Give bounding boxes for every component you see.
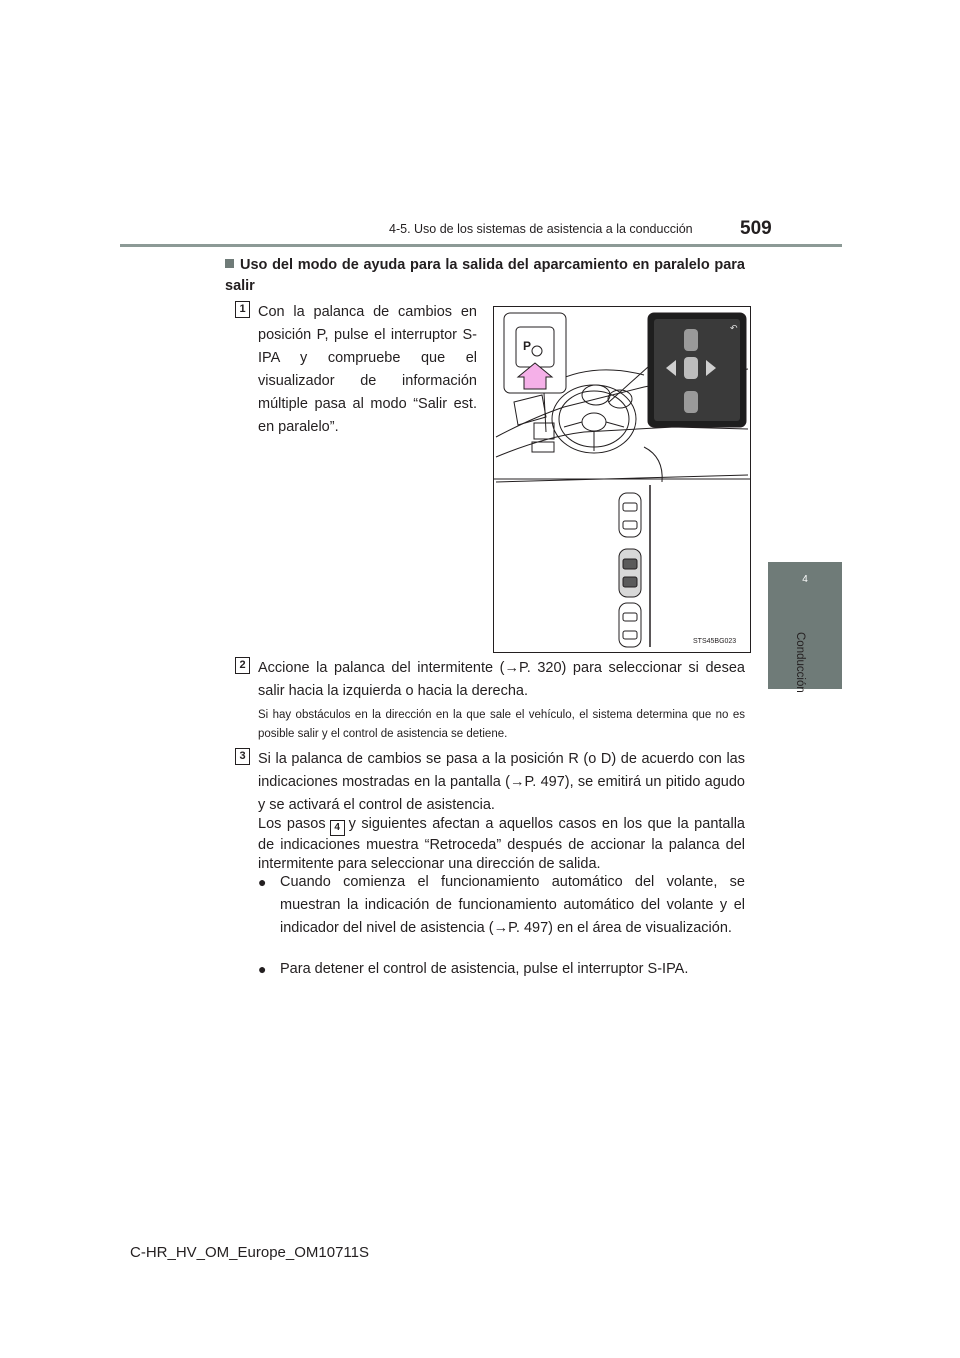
step-3-text: Si la palanca de cambios se pasa a la posición R (o D) de acuerdo con las indicaciones mostradas en la pantalla (→P. 497), se emitirá un pitido agudo y se activará el control de asistencia.	[258, 751, 745, 813]
svg-text:↶: ↶	[730, 323, 738, 333]
bullet-item	[258, 958, 745, 981]
page-number: 509	[740, 218, 772, 239]
section-heading-text: Uso del modo de ayuda para la salida del aparcamiento en paralelo para salir	[225, 257, 745, 294]
step-number-2: 2	[235, 657, 250, 674]
header-divider	[120, 244, 842, 247]
bullet-text: Para detener el control de asistencia, pulse el interruptor S-IPA.	[280, 961, 689, 977]
bullet-text: Cuando comienza el funcionamiento automático del volante, se muestran la indicación de funcionamiento automático del volante y el indicador del nivel de asistencia (→P. 497) en el área de visualización.	[280, 874, 745, 936]
section-title: 4-5. Uso de los sistemas de asistencia a la conducción	[389, 222, 693, 236]
section-heading	[225, 255, 745, 297]
square-bullet-icon	[225, 259, 234, 268]
chapter-tab-label: Conducción	[794, 632, 806, 693]
illustration	[493, 306, 751, 653]
bullet-item	[258, 871, 745, 940]
step-2-text: Accione la palanca del intermitente (→P. 320) para seleccionar si desea salir hacia la izquierda o hacia la derecha.	[258, 660, 745, 699]
steps-paragraph-after: y siguientes afectan a aquellos casos en los que la pantalla de indicaciones muestra “Retroceda” después de accionar la palanca del intermitente para seleccionar una dirección de salida.	[258, 816, 745, 872]
steps-paragraph	[258, 815, 745, 874]
round-bullet-icon: ●	[258, 961, 267, 977]
svg-text:P: P	[523, 339, 532, 353]
inline-step-number: 4	[330, 820, 345, 836]
step-1-text: Con la palanca de cambios en posición P, pulse el interruptor S-IPA y compruebe que el visualizador de información múltiple pasa al modo “Salir est. en paralelo”.	[258, 304, 477, 435]
step-number-1: 1	[235, 301, 250, 318]
chapter-tab-number: 4	[802, 574, 808, 585]
figure-code: STS45BG023	[693, 638, 737, 645]
footer-doc-id: C-HR_HV_OM_Europe_OM10711S	[130, 1244, 369, 1261]
step-2-note: Si hay obstáculos en la dirección en la que sale el vehículo, el sistema determina que no es posible salir y el control de asistencia se detiene.	[258, 709, 745, 740]
step-number-3: 3	[235, 748, 250, 765]
steps-paragraph-before: Los pasos	[258, 816, 326, 832]
round-bullet-icon: ●	[258, 874, 267, 890]
